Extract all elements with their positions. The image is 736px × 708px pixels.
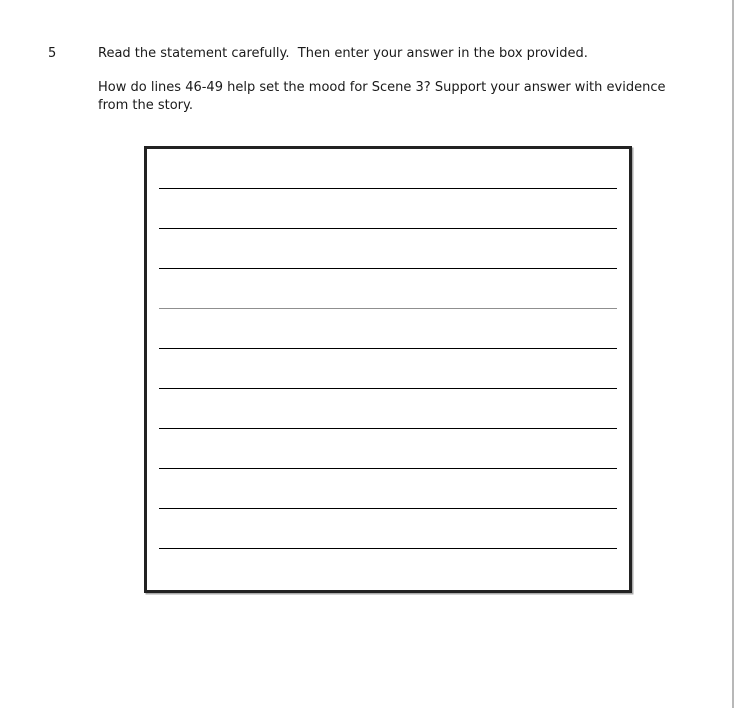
question-instruction: Read the statement carefully. Then enter your answer in the box provided.	[98, 46, 588, 61]
answer-line	[159, 229, 617, 269]
question-number: 5	[48, 46, 57, 61]
right-edge-divider	[732, 0, 734, 708]
question-content	[98, 45, 682, 593]
answer-box[interactable]	[144, 146, 632, 593]
question-prompt: How do lines 46-49 help set the mood for Scene 3? Support your answer with evidence from the story.	[98, 80, 670, 113]
answer-line	[159, 309, 617, 349]
answer-line	[159, 189, 617, 229]
answer-line	[159, 469, 617, 509]
answer-line	[159, 269, 617, 309]
answer-line	[159, 429, 617, 469]
answer-line	[159, 149, 617, 189]
answer-line	[159, 349, 617, 389]
answer-line	[159, 389, 617, 429]
answer-line	[159, 509, 617, 549]
